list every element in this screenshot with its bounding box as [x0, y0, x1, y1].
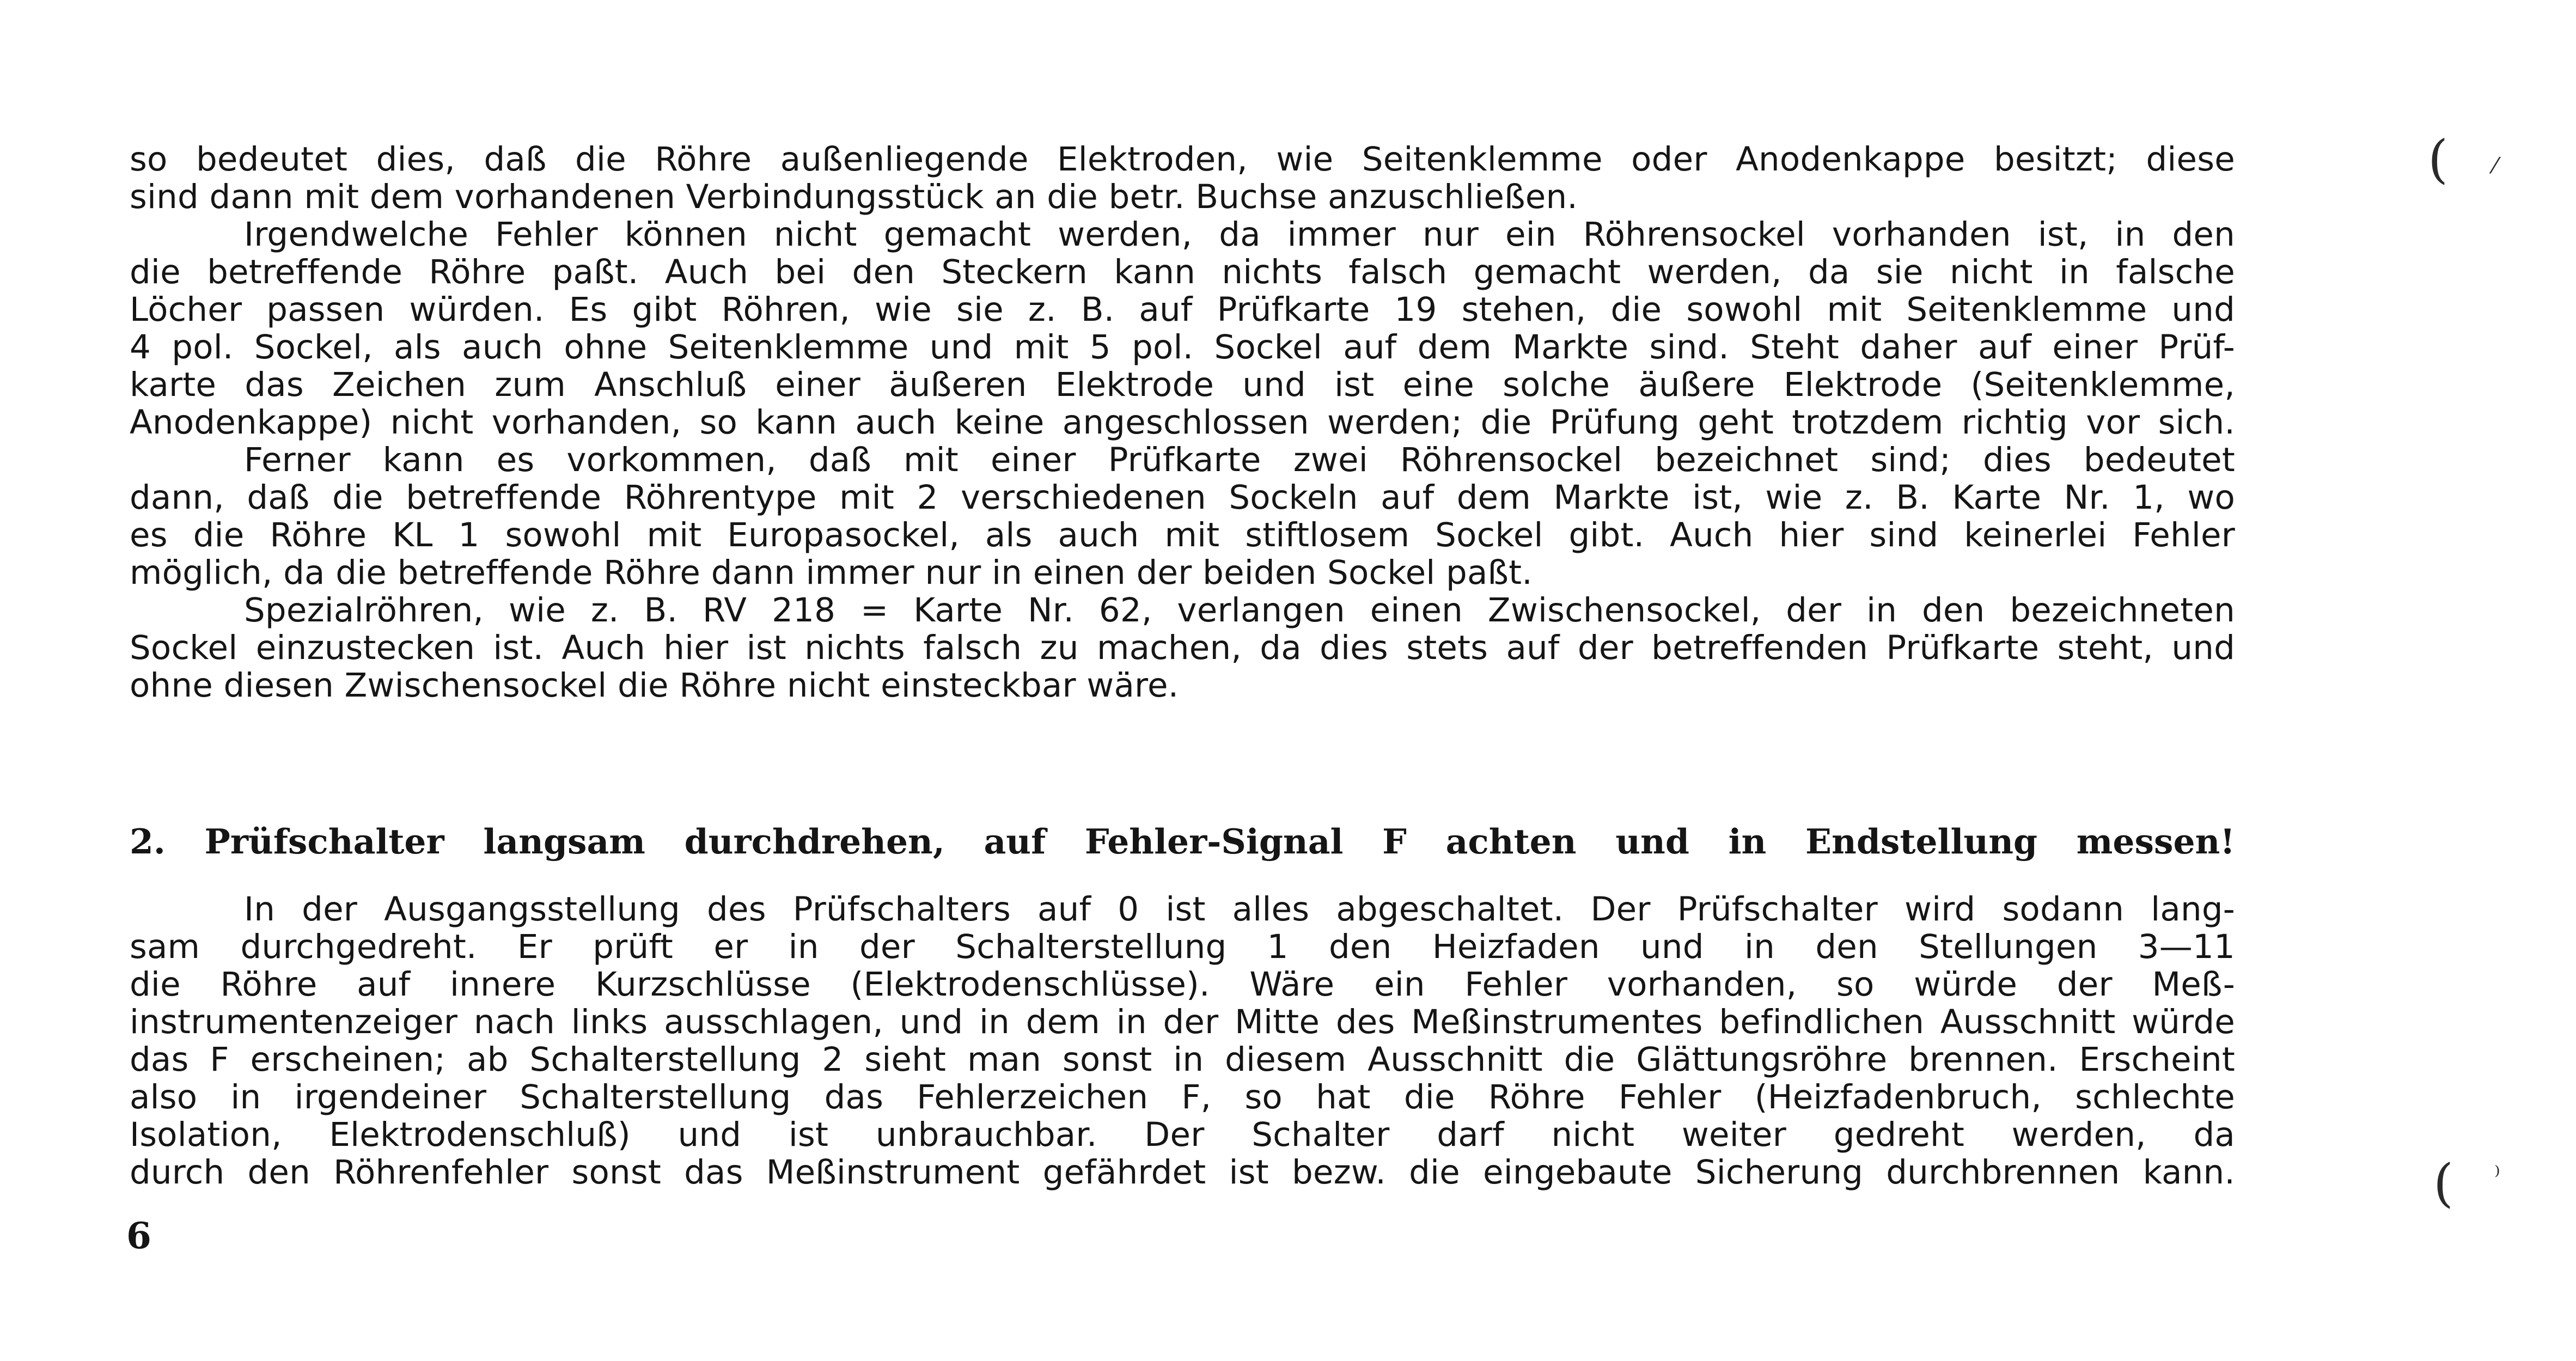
- margin-mark-top-left: (: [2428, 130, 2449, 190]
- text-line: Ferner kann es vorkommen, daß mit einer Prüfkarte zwei Röhrensockel bezeichnet sind; dies bedeutet: [244, 441, 2235, 479]
- text-line: Anodenkappe) nicht vorhanden, so kann auch keine angeschlossen werden; die Prüfung geht trotzdem richtig vor sich.: [130, 403, 2235, 442]
- text-line: also in irgendeiner Schalterstellung das Fehlerzeichen F, so hat die Röhre Fehler (Heizfadenbruch, schlechte: [130, 1078, 2235, 1116]
- page-number: 6: [126, 1214, 151, 1257]
- text-line: Irgendwelche Fehler können nicht gemacht werden, da immer nur ein Röhrensockel vorhanden ist, in den: [244, 215, 2235, 254]
- text-line: Sockel einzustecken ist. Auch hier ist nichts falsch zu machen, da dies stets auf der betreffenden Prüfkarte steht, und: [130, 628, 2235, 667]
- text-line: sam durchgedreht. Er prüft er in der Schalterstellung 1 den Heizfaden und in den Stellungen 3—11: [130, 927, 2235, 966]
- text-line: 4 pol. Sockel, als auch ohne Seitenklemme und mit 5 pol. Sockel auf dem Markte sind. Steht daher auf einer Prüf-: [130, 328, 2235, 367]
- text-line: ohne diesen Zwischensockel die Röhre nicht einsteckbar wäre.: [130, 666, 1179, 705]
- text-line: so bedeutet dies, daß die Röhre außenliegende Elektroden, wie Seitenklemme oder Anodenkappe besitzt; diese: [130, 140, 2235, 179]
- text-line: möglich, da die betreffende Röhre dann immer nur in einen der beiden Sockel paßt.: [130, 553, 1533, 592]
- text-line: das F erscheinen; ab Schalterstellung 2 sieht man sonst in diesem Ausschnitt die Glättungsröhre brennen. Erscheint: [130, 1040, 2235, 1079]
- text-line: Isolation, Elektrodenschluß) und ist unbrauchbar. Der Schalter darf nicht weiter gedreht werden, da: [130, 1115, 2235, 1154]
- text-line: es die Röhre KL 1 sowohl mit Europasockel, als auch mit stiftlosem Sockel gibt. Auch hier sind keinerlei Fehler: [130, 516, 2235, 554]
- body-text-bottom: [130, 890, 2235, 1191]
- text-line: instrumentenzeiger nach links ausschlagen, und in dem in der Mitte des Meßinstrumentes befindlichen Ausschnitt würde: [130, 1003, 2235, 1041]
- margin-mark-bottom-right: ⁾: [2494, 1161, 2500, 1189]
- body-text-top: [130, 141, 2235, 704]
- text-line: Löcher passen würden. Es gibt Röhren, wie sie z. B. auf Prüfkarte 19 stehen, die sowohl mit Seitenklemme und: [130, 290, 2235, 329]
- text-line: In der Ausgangsstellung des Prüfschalters auf 0 ist alles abgeschaltet. Der Prüfschalter wird sodann lang-: [244, 890, 2235, 929]
- text-line: karte das Zeichen zum Anschluß einer äußeren Elektrode und ist eine solche äußere Elektrode (Seitenklemme,: [130, 365, 2235, 404]
- text-line: sind dann mit dem vorhandenen Verbindungsstück an die betr. Buchse anzuschließen.: [130, 178, 1578, 216]
- margin-mark-bottom-left: (: [2433, 1154, 2454, 1213]
- text-line: die Röhre auf innere Kurzschlüsse (Elektrodenschlüsse). Wäre ein Fehler vorhanden, so würde der Meß-: [130, 965, 2235, 1004]
- margin-mark-top-right: ⁄: [2493, 154, 2497, 179]
- text-line: die betreffende Röhre paßt. Auch bei den Steckern kann nichts falsch gemacht werden, da sie nicht in falsche: [130, 253, 2235, 291]
- text-line: Spezialröhren, wie z. B. RV 218 = Karte Nr. 62, verlangen einen Zwischensockel, der in den bezeichneten: [244, 591, 2235, 630]
- section-heading: 2. Prüfschalter langsam durchdrehen, auf Fehler-Signal F achten und in Endstellung messen!: [130, 821, 2235, 862]
- text-line: durch den Röhrenfehler sonst das Meßinstrument gefährdet ist bezw. die eingebaute Sicherung durchbrennen kann.: [130, 1153, 2235, 1192]
- text-line: dann, daß die betreffende Röhrentype mit 2 verschiedenen Sockeln auf dem Markte ist, wie z. B. Karte Nr. 1, wo: [130, 478, 2235, 517]
